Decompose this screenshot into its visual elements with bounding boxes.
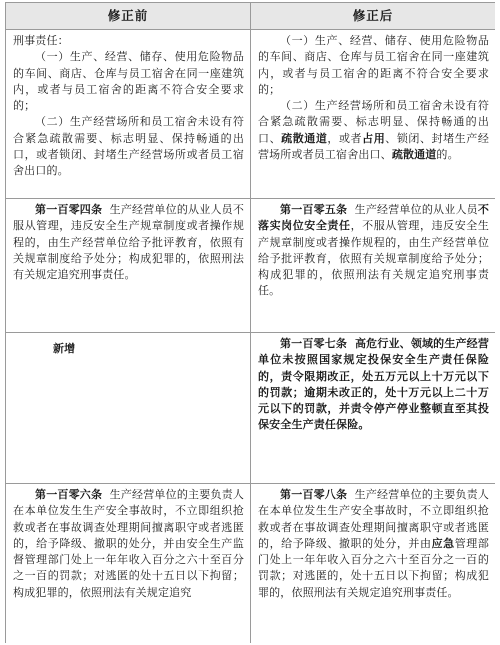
cell-after-row2: [251, 199, 496, 333]
amendment-comparison-table: [5, 2, 495, 643]
after-row3-para: [258, 336, 489, 434]
after-row1-para1: （一）生产、经营、储存、使用危险物品的车间、商店、仓库与员工宿舍在同一座建筑内，或者与员工宿舍的距离不符合安全要求的；: [258, 34, 489, 96]
after-row2-para: [258, 202, 489, 300]
after-row1-text-c: ，或者: [327, 131, 363, 145]
before-row4-para: [13, 487, 244, 601]
table-row: [6, 333, 496, 484]
table-row: [6, 30, 496, 199]
article-107-title: 第一百零七条: [280, 337, 347, 350]
cell-before-row2: [6, 199, 251, 333]
header-after: 修正后: [251, 3, 496, 30]
article-108-text-c: 管理部门处上一年年收入百分之六十至百分之一百的罚款；对逃匿的，处十五日以下拘留；构成犯罪的，依照刑法有关规定追究刑事责任。: [258, 536, 489, 599]
article-105-title: 第一百零五条: [280, 203, 348, 216]
cell-before-row3: [6, 333, 251, 484]
after-row4-para: [258, 487, 489, 601]
article-106-title: 第一百零六条: [35, 488, 103, 501]
cell-after-row4: [251, 484, 496, 644]
cell-before-row4: [6, 484, 251, 644]
article-105-text-c: ，不服从管理，违反安全生产规章制度或者操作规程的，由生产经营单位给予批评教育，依照有关规章制度给予处分；构成犯罪的，依照刑法有关规定追究刑事责任。: [258, 219, 489, 298]
article-106-text: 生产经营单位的主要负责人在本单位发生生产安全事故时，不立即组织抢救或者在事故调查处理期间擅离职守或者逃匿的，给予降级、撤职的处分，并由安全生产监督管理部门处上一年年收入百分之六十至百分之一百的罚款；对逃匿的处十五日以下拘留；构成犯罪的，依照刑法有关规定追究: [13, 488, 244, 599]
table-header-row: [6, 3, 496, 30]
article-107-text: 高危行业、领域的生产经营单位未按照国家规定投保安全生产责任保险的，责令限期改正，处五万元以上十万元以下的罚款；逾期未改正的，处十万元以上二十万元以下的罚款，并责令停产停业整顿直至其投保安全生产责任保险。: [258, 337, 489, 432]
article-105-text-a: 生产经营单位的从业人员: [354, 203, 478, 216]
table-row: [6, 484, 496, 644]
after-row1-bold-evac-1: 疏散通道: [281, 131, 328, 145]
article-108-title: 第一百零八条: [280, 488, 348, 501]
before-row1-para2: （一）生产、经营、储存、使用危险物品的车间、商店、仓库与员工宿舍在同一座建筑内，或者与员工宿舍的距离不符合安全要求的；: [13, 50, 244, 113]
article-104-title: 第一百零四条: [35, 203, 103, 216]
after-row1-para2: [258, 98, 489, 163]
before-row1-para3: （二）生产经营场所和员工宿舍未设有符合紧急疏散需要、标志明显、保持畅通的出口，或者锁闭、封堵生产经营场所或者员工宿舍出口的。: [13, 115, 244, 178]
table-row: [6, 199, 496, 333]
before-row1-para1: 刑事责任：: [13, 34, 69, 47]
after-row1-text-g: 的。: [436, 148, 459, 162]
after-row1-bold-evac-2: 疏散通道: [391, 148, 437, 162]
article-108-bold: 应急: [431, 536, 455, 550]
article-105-bold: 不落实岗位安全责任: [258, 203, 490, 233]
new-addition-label: 新增: [53, 342, 76, 355]
header-before: 修正前: [6, 3, 251, 30]
after-row1-text-a: （二）生产经营场所和员工宿舍未设有符合紧急疏散需要、标志明显、保持畅通的出口、: [258, 99, 489, 145]
cell-after-row1: [251, 30, 496, 199]
after-row1-text-e: 、锁闭、封堵生产经营场所或者员工宿舍出口、: [258, 131, 489, 162]
comparison-page: [5, 2, 495, 643]
after-row1-bold-occupy: 占用: [362, 131, 386, 145]
article-104-text: 生产经营单位的从业人员不服从管理，违反安全生产规章制度或者操作规程的，由生产经营单位给予批评教育，依照有关规章制度给予处分；构成犯罪的，依照刑法有关规定追究刑事责任。: [13, 203, 244, 282]
article-108-text-a: 生产经营单位的主要负责人在本单位发生生产安全事故时，不立即组织抢救或者在事故调查处理期间擅离职守或者逃匿的，给予降级、撤职的处分，并由: [258, 488, 489, 550]
cell-after-row3: [251, 333, 496, 484]
before-row2-para: [13, 202, 244, 283]
cell-before-row1: [6, 30, 251, 199]
